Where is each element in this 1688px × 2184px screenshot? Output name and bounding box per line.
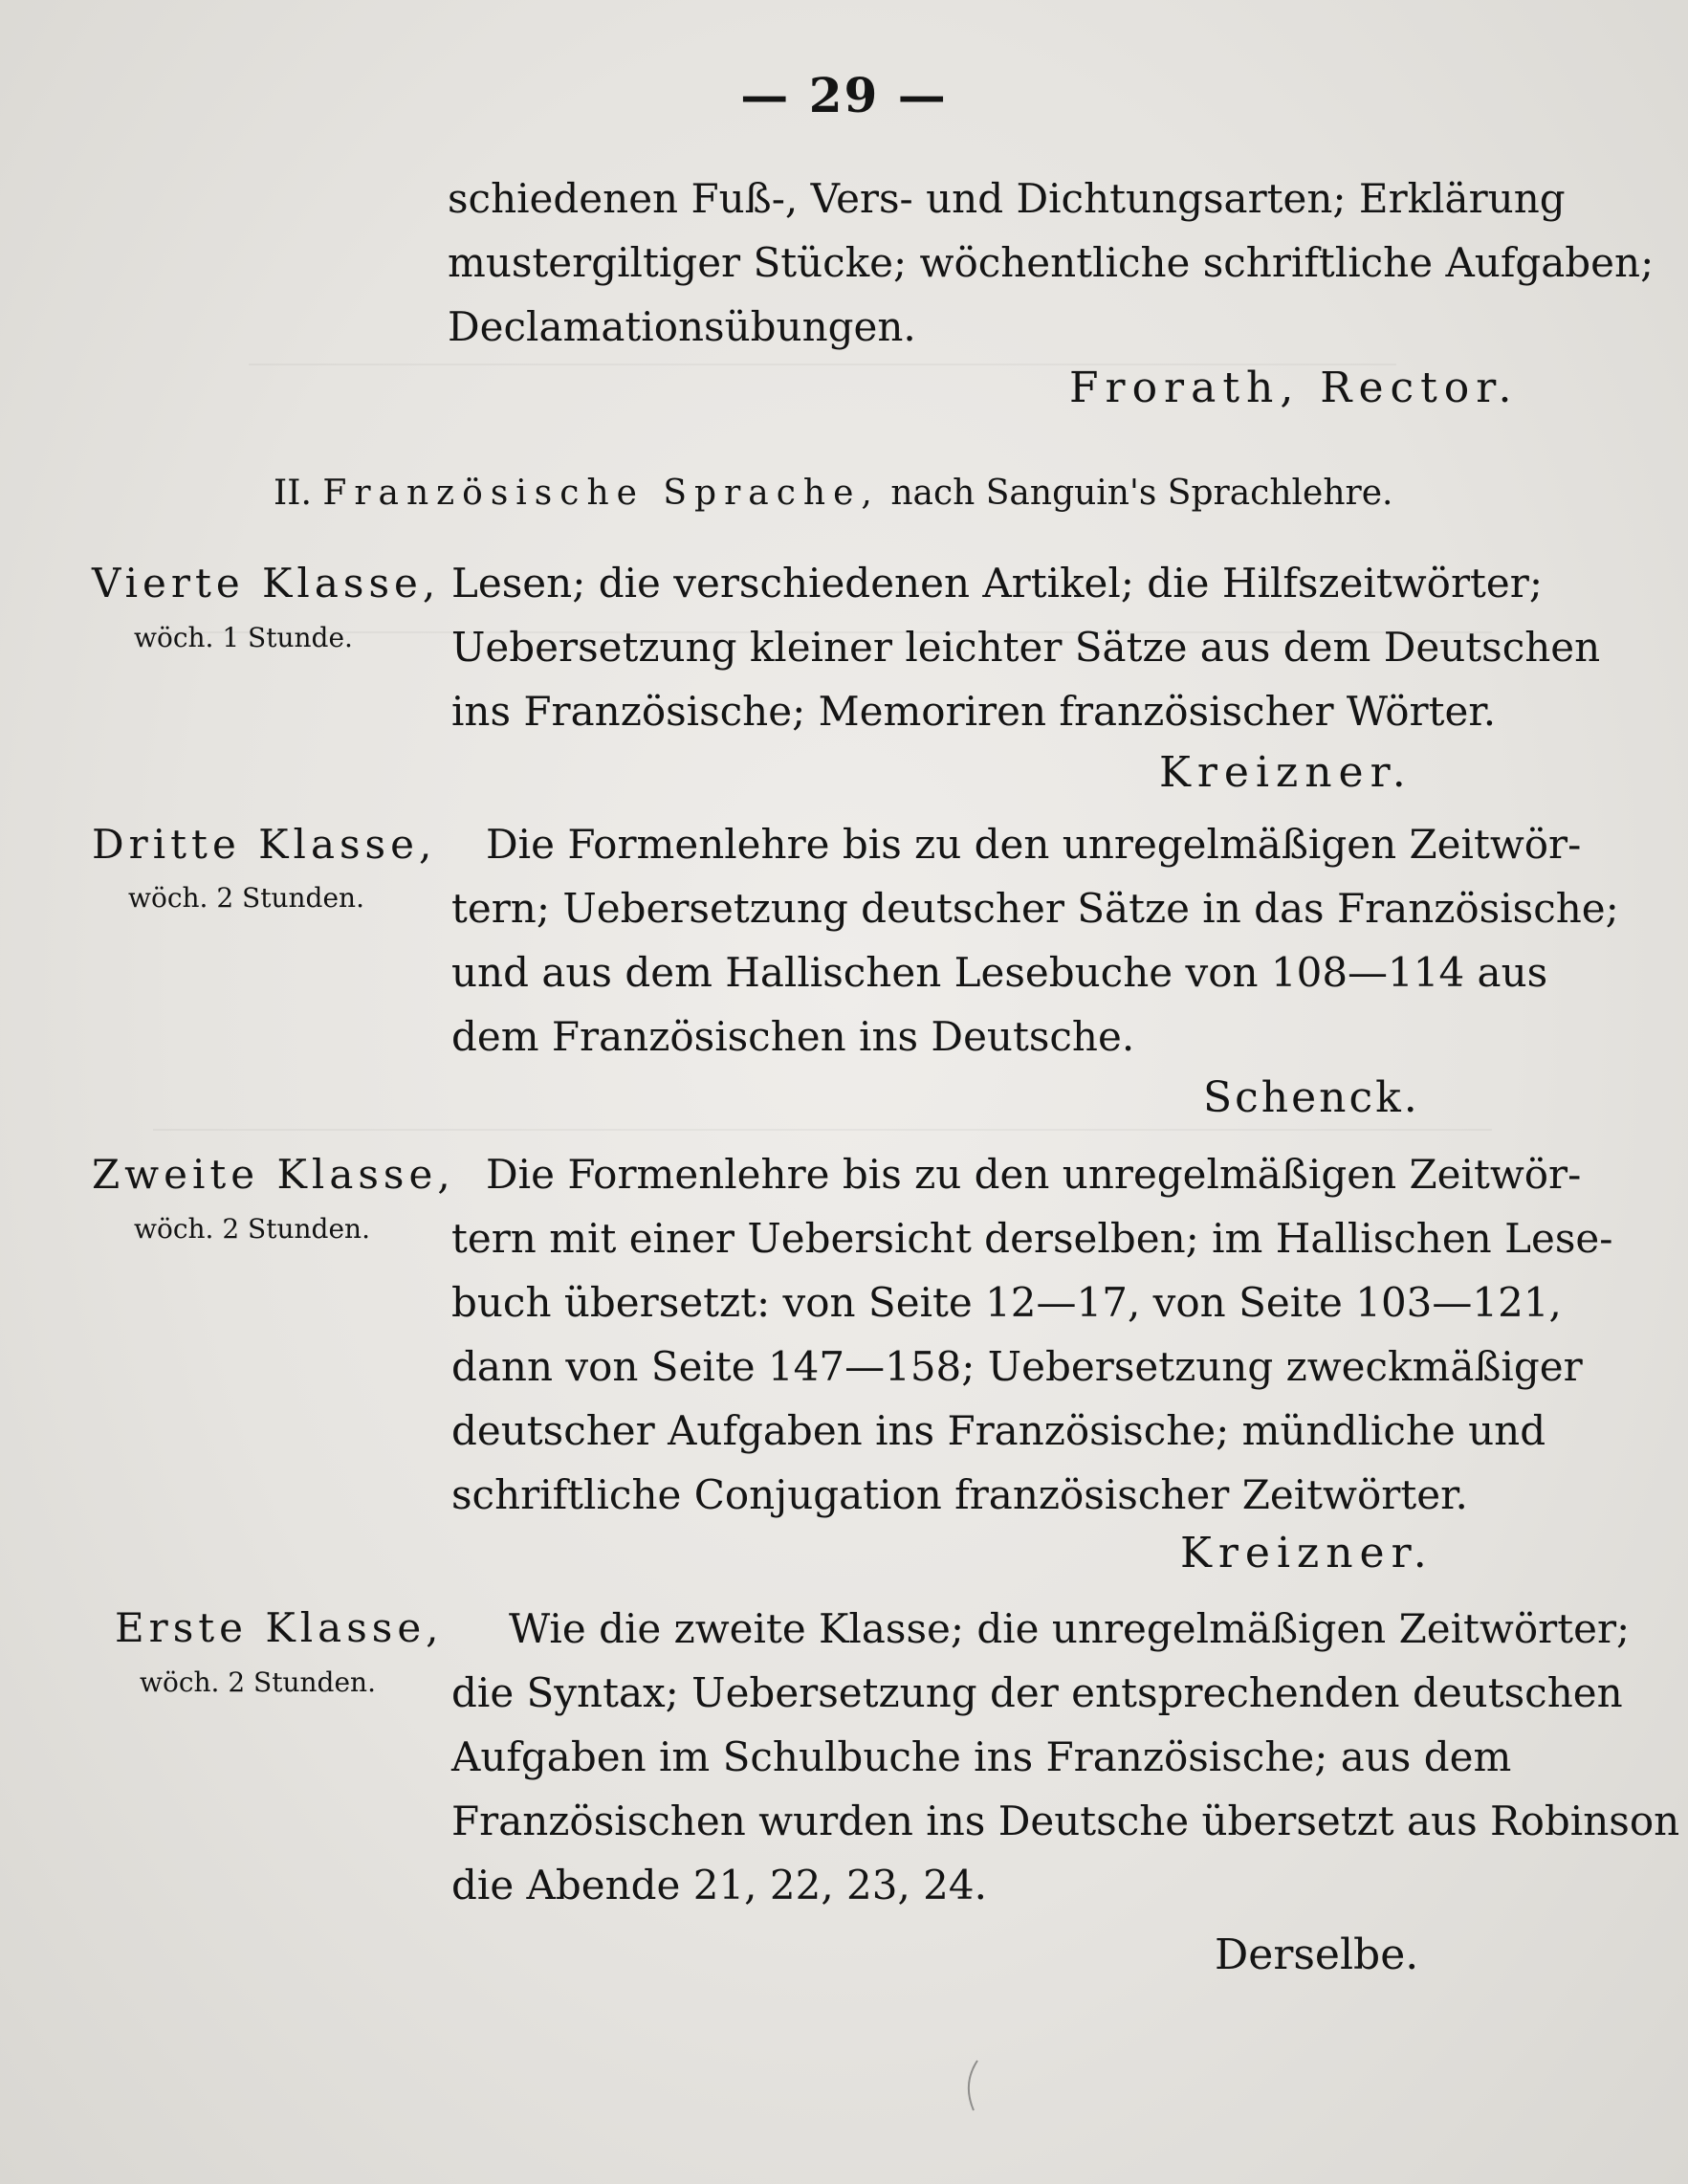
signature: Kreizner. — [1180, 1529, 1434, 1577]
text-line: buch übersetzt: von Seite 12—17, von Seite 103—121, — [451, 1279, 1562, 1326]
section-number: II. — [274, 474, 312, 513]
text-line: mustergiltiger Stücke; wöchentliche schriftliche Aufgaben; — [448, 239, 1655, 286]
text-line: Die Formenlehre bis zu den unregelmäßigen Zeitwör- — [486, 1151, 1582, 1198]
section-heading — [274, 474, 1393, 513]
class-hours: wöch. 2 Stunden. — [128, 882, 364, 914]
signature: Kreizner. — [1159, 748, 1413, 797]
class-hours: wöch. 2 Stunden. — [140, 1666, 376, 1698]
section-subtitle: nach Sanguin's Sprachlehre. — [890, 474, 1393, 513]
page-number: — 29 — — [740, 67, 948, 123]
text-line: Declamationsübungen. — [448, 303, 916, 350]
class-name: Dritte Klasse, — [92, 821, 437, 868]
text-line: Uebersetzung kleiner leichter Sätze aus dem Deutschen — [451, 624, 1601, 671]
class-hours: wöch. 2 Stunden. — [134, 1213, 370, 1245]
text-line: tern; Uebersetzung deutscher Sätze in das Französische; — [451, 885, 1619, 932]
signature: Schenck. — [1203, 1073, 1420, 1122]
text-line: tern mit einer Uebersicht derselben; im Hallischen Lese- — [451, 1215, 1613, 1262]
text-line: Französischen wurden ins Deutsche übersetzt aus Robinson — [451, 1798, 1680, 1844]
class-name: Vierte Klasse, — [92, 560, 441, 607]
section-title: Französische Sprache, — [322, 474, 880, 513]
class-hours: wöch. 1 Stunde. — [134, 622, 353, 653]
text-line: Die Formenlehre bis zu den unregelmäßigen Zeitwör- — [486, 821, 1582, 868]
text-line: Wie die zweite Klasse; die unregelmäßigen Zeitwörter; — [509, 1605, 1631, 1652]
text-line: schiedenen Fuß-, Vers- und Dichtungsarten; Erklärung — [448, 175, 1566, 222]
class-name: Zweite Klasse, — [92, 1151, 455, 1198]
text-line: schriftliche Conjugation französischer Zeitwörter. — [451, 1471, 1468, 1518]
text-line: Lesen; die verschiedenen Artikel; die Hilfszeitwörter; — [451, 560, 1543, 607]
signature: Derselbe. — [1215, 1930, 1419, 1979]
text-line: und aus dem Hallischen Lesebuche von 108—114 aus — [451, 949, 1548, 996]
signature: Frorath, Rector. — [1069, 364, 1519, 412]
text-line: die Abende 21, 22, 23, 24. — [451, 1862, 987, 1908]
text-line: Aufgaben im Schulbuche ins Französische; aus dem — [451, 1733, 1512, 1780]
bleed-through-mark — [153, 1129, 1492, 1150]
text-line: dann von Seite 147—158; Uebersetzung zweckmäßiger — [451, 1343, 1583, 1390]
class-name: Erste Klasse, — [115, 1604, 444, 1651]
text-line: deutscher Aufgaben ins Französische; mündliche und — [451, 1407, 1546, 1454]
pencil-mark-icon — [956, 2057, 985, 2114]
text-line: ins Französische; Memoriren französischer Wörter. — [451, 688, 1497, 735]
text-line: dem Französischen ins Deutsche. — [451, 1013, 1135, 1060]
text-line: die Syntax; Uebersetzung der entsprechenden deutschen — [451, 1669, 1623, 1716]
